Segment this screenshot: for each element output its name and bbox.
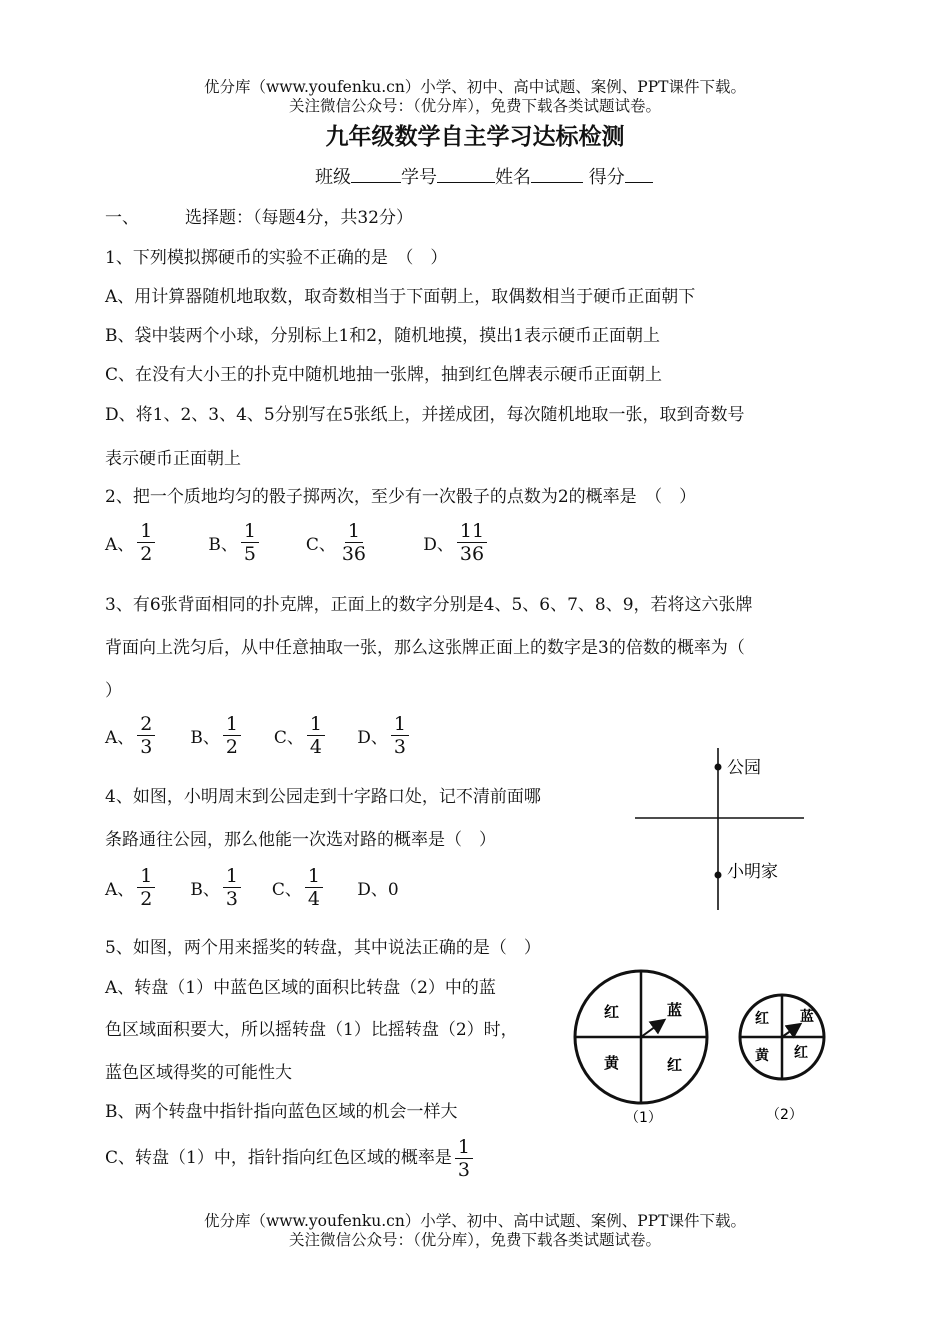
q1-option-d: D、将1、2、3、4、5分别写在5张纸上，并搓成团，每次随机地取一张，取到奇数号 (105, 405, 745, 425)
numerator: 1 (223, 713, 241, 736)
q1-stem: 1、下列模拟掷硬币的实验不正确的是 （ ） (105, 248, 448, 268)
spinner-1-red-top: 红 (604, 1003, 620, 1021)
spinner-1 (575, 971, 707, 1126)
fraction (137, 865, 155, 910)
spinner-2-red-top: 红 (755, 1011, 769, 1027)
q5-option-b: B、两个转盘中指针指向蓝色区域的机会一样大 (105, 1102, 458, 1122)
q2-stem: 2、把一个质地均匀的骰子掷两次，至少有一次骰子的点数为2的概率是 （ ） (105, 487, 697, 507)
number-label: 学号 (401, 167, 437, 188)
numerator: 1 (345, 520, 363, 543)
numerator: 1 (455, 1136, 473, 1159)
numerator: 1 (223, 865, 241, 888)
q4-stem-2: 条路通往公园，那么他能一次选对路的概率是（ ） (105, 830, 496, 850)
numerator: 1 (391, 713, 409, 736)
spinner-2-red-bottom: 红 (794, 1045, 808, 1061)
spinner-1-label: （1） (625, 1110, 662, 1126)
option-label: A、 (105, 728, 135, 748)
option-label: D、 (357, 728, 388, 748)
q4-option-c (272, 865, 352, 910)
denominator: 4 (307, 888, 320, 910)
numerator: 1 (137, 865, 155, 888)
denominator: 2 (140, 543, 153, 565)
denominator: 3 (225, 888, 238, 910)
q5-option-a: A、转盘（1）中蓝色区域的面积比转盘（2）中的蓝 (105, 978, 496, 998)
spinner-2-yellow: 黄 (755, 1048, 769, 1064)
q2-option-a (105, 520, 203, 565)
q1-option-d-cont: 表示硬币正面朝上 (105, 449, 241, 469)
section-text: 选择题：（每题4分，共32分） (185, 208, 413, 228)
option-label: C、 (305, 535, 336, 555)
option-label: A、 (105, 535, 135, 555)
page-title: 九年级数学自主学习达标检测 (325, 123, 625, 150)
q3-option-d (357, 713, 412, 758)
numerator: 1 (137, 520, 155, 543)
name-label: 姓名 (495, 167, 531, 188)
fraction (223, 865, 241, 910)
denominator: 3 (140, 736, 153, 758)
fraction (223, 713, 241, 758)
park-label: 公园 (727, 758, 761, 778)
denominator: 5 (243, 543, 256, 565)
option-label: C、 (271, 880, 302, 900)
number-blank[interactable] (437, 166, 495, 183)
q1-option-b: B、袋中装两个小球，分别标上1和2，随机地摸，摸出1表示硬币正面朝上 (105, 326, 660, 346)
q3-options (105, 713, 412, 758)
footer-line-1: 优分库（www.youfenku.cn）小学、初中、高中试题、案例、PPT课件下载。 (203, 1212, 747, 1230)
spinner-2 (740, 995, 824, 1123)
section-heading (105, 203, 413, 228)
fraction (307, 713, 325, 758)
denominator: 2 (225, 736, 238, 758)
spinner-1-blue: 蓝 (667, 1001, 683, 1019)
q2-options (105, 520, 490, 565)
fraction (137, 520, 155, 565)
option-label: B、 (208, 535, 238, 555)
denominator: 3 (393, 736, 406, 758)
option-label: B、 (190, 728, 220, 748)
q5-option-a-cont-2: 蓝色区域得奖的可能性大 (105, 1063, 292, 1083)
q2-option-c (306, 520, 418, 565)
fraction (241, 520, 259, 565)
numerator: 1 (307, 713, 325, 736)
spinner-2-blue: 蓝 (800, 1009, 814, 1025)
denominator: 2 (140, 888, 153, 910)
info-row (315, 163, 653, 189)
denominator: 4 (309, 736, 322, 758)
option-label: A、 (105, 880, 135, 900)
option-label: C、 (273, 728, 304, 748)
denominator: 3 (457, 1159, 470, 1181)
fraction (457, 520, 487, 565)
q3-stem-3: ） (105, 681, 122, 701)
q3-stem-2: 背面向上洗匀后，从中任意抽取一张，那么这张牌正面上的数字是3的倍数的概率为（ (105, 638, 745, 658)
section-number: 一、 (105, 208, 139, 228)
fraction (391, 713, 409, 758)
home-dot (715, 872, 722, 879)
header-line-1: 优分库（www.youfenku.cn）小学、初中、高中试题、案例、PPT课件下载。 (203, 78, 747, 96)
q3-option-c (274, 713, 352, 758)
spinner-2-label: （2） (766, 1107, 803, 1123)
fraction (305, 865, 323, 910)
q1-option-c: C、在没有大小王的扑克中随机地抽一张牌，抽到红色牌表示硬币正面朝上 (105, 365, 663, 385)
denominator: 36 (341, 543, 367, 565)
q4-options (105, 865, 399, 910)
q4-option-d: D、0 (357, 880, 399, 900)
denominator: 36 (459, 543, 485, 565)
name-blank[interactable] (531, 166, 583, 183)
q4-stem-1: 4、如图，小明周末到公园走到十字路口处，记不清前面哪 (105, 787, 541, 807)
footer-line-2: 关注微信公众号：（优分库），免费下载各类试题试卷。 (288, 1231, 661, 1249)
numerator: 1 (305, 865, 323, 888)
crossroads-diagram (630, 740, 810, 915)
q5-option-c (105, 1136, 476, 1181)
q3-option-b (190, 713, 268, 758)
numerator: 1 (241, 520, 259, 543)
home-label: 小明家 (727, 862, 778, 882)
header-line-2: 关注微信公众号：（优分库），免费下载各类试题试卷。 (288, 97, 661, 115)
class-label: 班级 (315, 167, 351, 188)
q5-stem: 5、如图，两个用来摇奖的转盘，其中说法正确的是（ ） (105, 938, 541, 958)
spinner-1-red-bottom: 红 (667, 1056, 683, 1074)
q4-option-a (105, 865, 185, 910)
q3-option-a (105, 713, 185, 758)
fraction (455, 1136, 473, 1181)
option-label: B、 (190, 880, 220, 900)
fraction (339, 520, 369, 565)
numerator: 11 (457, 520, 487, 543)
spinners-diagram (570, 965, 830, 1130)
q5-option-c-text: C、转盘（1）中，指针指向红色区域的概率是 (105, 1148, 452, 1168)
class-blank[interactable] (351, 166, 401, 183)
park-dot (715, 764, 722, 771)
fraction (137, 713, 155, 758)
spinner-1-pointer (641, 1021, 663, 1037)
q1-option-a: A、用计算器随机地取数，取奇数相当于下面朝上，取偶数相当于硬币正面朝下 (105, 287, 696, 307)
spinner-1-yellow: 黄 (604, 1054, 620, 1072)
spinner-2-pointer (782, 1025, 799, 1037)
score-blank[interactable] (625, 166, 653, 183)
q5-option-a-cont-1: 色区域面积要大，所以摇转盘（1）比摇转盘（2）时， (105, 1020, 518, 1040)
q2-option-d (423, 520, 490, 565)
q2-option-b (208, 520, 300, 565)
score-label: 得分 (588, 167, 625, 188)
q3-stem-1: 3、有6张背面相同的扑克牌，正面上的数字分别是4、5、6、7、8、9，若将这六张牌 (105, 595, 753, 615)
q4-option-b (190, 865, 266, 910)
numerator: 2 (137, 713, 155, 736)
option-label: D、 (423, 535, 454, 555)
